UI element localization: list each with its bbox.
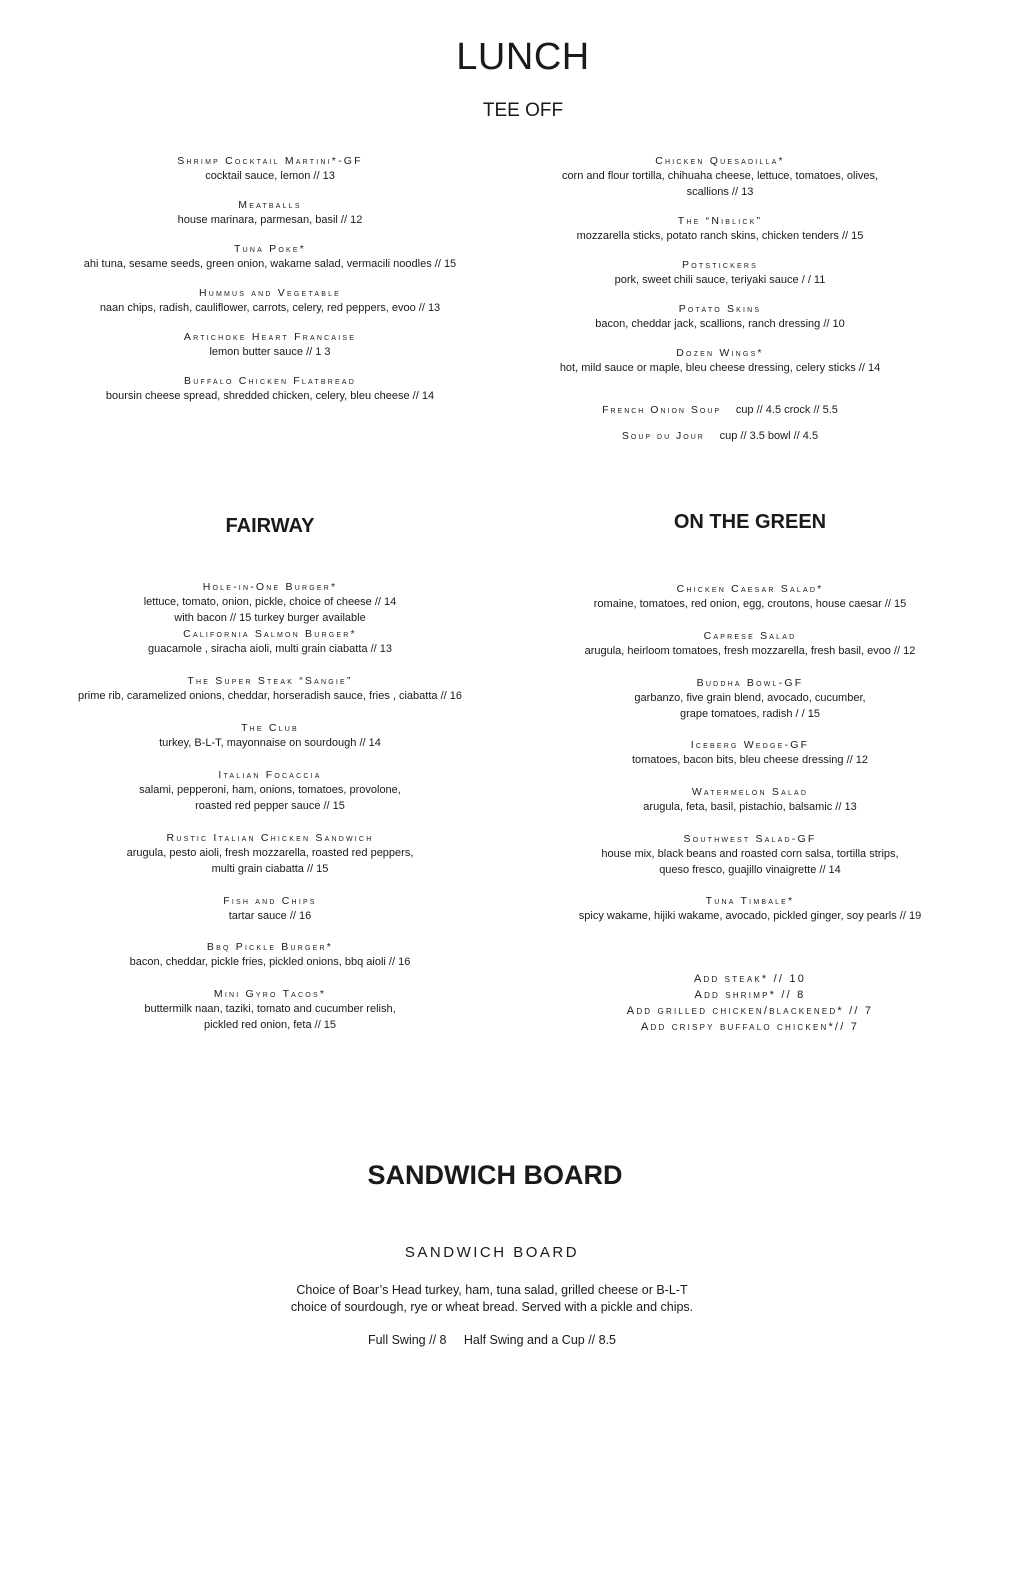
menu-item [545, 832, 955, 894]
item-description: boursin cheese spread, shredded chicken, celery, bleu cheese // 14 [105, 390, 435, 402]
item-name: The “Niblick” [677, 215, 763, 227]
item-description: buttermilk naan, taziki, tomato and cucumber relish, pickled red onion, feta // 15 [144, 1003, 396, 1031]
fairway-column [40, 580, 500, 1034]
sandwich-board-heading: SANDWICH BOARD [367, 1160, 623, 1190]
menu-item [540, 154, 900, 214]
on-the-green-column [545, 582, 955, 941]
item-name: Southwest Salad-GF [683, 833, 817, 845]
item-description: mozzarella sticks, potato ranch skins, chicken tenders // 15 [576, 230, 864, 242]
menu-item [545, 629, 955, 676]
menu-item [545, 676, 955, 738]
add-ons-list [545, 971, 955, 1035]
item-name: Buffalo Chicken Flatbread [184, 375, 356, 387]
item-name: Buddha Bowl-GF [696, 677, 804, 689]
sandwich-board-prices: Full Swing // 8 Half Swing and a Cup // 8.5 [367, 1333, 617, 1347]
item-description: cocktail sauce, lemon // 13 [205, 170, 335, 182]
item-name: Mini Gyro Tacos* [213, 988, 327, 1000]
item-name: Italian Focaccia [218, 769, 322, 781]
item-name: Meatballs [238, 199, 302, 211]
soup-name: Soup du Jour [621, 430, 705, 442]
item-description: hot, mild sauce or maple, bleu cheese dressing, celery sticks // 14 [559, 362, 881, 374]
menu-item [40, 987, 500, 1034]
item-name: The Club [241, 722, 299, 734]
item-description: pork, sweet chili sauce, teriyaki sauce / / 11 [614, 274, 826, 286]
menu-item [40, 580, 500, 627]
menu-item [40, 831, 500, 894]
sandwich-board-description: Choice of Boar’s Head turkey, ham, tuna salad, grilled cheese or B-L-T choice of sourdough, rye or wheat bread. Served with a pickle and chips. [290, 1283, 694, 1314]
menu-item [60, 198, 480, 242]
item-description: salami, pepperoni, ham, onions, tomatoes, provolone, roasted red pepper sauce // 15 [139, 784, 401, 812]
item-name: Bbq Pickle Burger* [206, 941, 334, 953]
soup-name: French Onion Soup [602, 404, 722, 416]
item-description: turkey, B-L-T, mayonnaise on sourdough // 14 [159, 737, 381, 749]
add-on-item: Add grilled chicken/blackened* // 7 [626, 1005, 874, 1017]
item-name: Hole-in-One Burger* [202, 581, 338, 593]
menu-item [40, 721, 500, 768]
soup-french-onion [520, 403, 920, 417]
item-description: house mix, black beans and roasted corn salsa, tortilla strips, queso fresco, guajillo vinaigrette // 14 [601, 848, 899, 876]
menu-item [545, 582, 955, 629]
menu-item [40, 894, 500, 940]
menu-item [60, 154, 480, 198]
item-description: tomatoes, bacon bits, bleu cheese dressing // 12 [631, 754, 869, 766]
item-name: Watermelon Salad [691, 786, 809, 798]
item-name: Artichoke Heart Francaise [183, 331, 357, 343]
menu-item [540, 258, 900, 302]
on-the-green-heading: ON THE GREEN [673, 511, 827, 533]
soup-price: cup // 4.5 crock // 5.5 [735, 404, 838, 416]
item-description: lemon butter sauce // 1 3 [209, 346, 331, 358]
item-name: Fish and Chips [223, 895, 317, 907]
item-description: ahi tuna, sesame seeds, green onion, wakame salad, vermacili noodles // 15 [83, 258, 457, 270]
item-name: Chicken Quesadilla* [655, 155, 785, 167]
item-name: Shrimp Cocktail Martini*-GF [177, 155, 363, 167]
fairway-heading: FAIRWAY [225, 515, 315, 537]
item-description: house marinara, parmesan, basil // 12 [177, 214, 363, 226]
item-name: Caprese Salad [703, 630, 797, 642]
menu-item [60, 330, 480, 374]
item-description: arugula, heirloom tomatoes, fresh mozzarella, fresh basil, evoo // 12 [584, 645, 916, 657]
item-name: The Super Steak “Sangie” [187, 675, 353, 687]
item-name: Tuna Poke* [234, 243, 306, 255]
menu-item [60, 286, 480, 330]
item-name: Chicken Caesar Salad* [676, 583, 824, 595]
tee-off-heading: TEE OFF [482, 100, 564, 121]
item-name: Rustic Italian Chicken Sandwich [166, 832, 374, 844]
sandwich-board-subheading: SANDWICH BOARD [404, 1244, 580, 1261]
menu-item [540, 302, 900, 346]
item-description: corn and flour tortilla, chihuaha cheese, lettuce, tomatoes, olives, scallions // 13 [561, 170, 879, 198]
menu-item [40, 627, 500, 674]
tee-off-left-column [60, 154, 480, 418]
item-description: bacon, cheddar, pickle fries, pickled onions, bbq aioli // 16 [129, 956, 411, 968]
menu-item [40, 940, 500, 987]
item-description: garbanzo, five grain blend, avocado, cucumber, grape tomatoes, radish / / 15 [634, 692, 866, 720]
add-on-item: Add steak* // 10 [693, 973, 807, 985]
item-name: Potstickers [682, 259, 758, 271]
item-description: tartar sauce // 16 [228, 910, 312, 922]
item-description: romaine, tomatoes, red onion, egg, croutons, house caesar // 15 [593, 598, 907, 610]
menu-item [40, 768, 500, 831]
item-description: prime rib, caramelized onions, cheddar, horseradish sauce, fries , ciabatta // 16 [78, 690, 462, 702]
item-name: Iceberg Wedge-GF [690, 739, 810, 751]
item-description: naan chips, radish, cauliflower, carrots, celery, red peppers, evoo // 13 [99, 302, 441, 314]
page-title: LUNCH [456, 36, 590, 78]
item-description: bacon, cheddar jack, scallions, ranch dressing // 10 [595, 318, 845, 330]
item-description: arugula, pesto aioli, fresh mozzarella, roasted red peppers, multi grain ciabatta // 15 [126, 847, 414, 875]
add-on-item: Add crispy buffalo chicken*// 7 [640, 1021, 860, 1033]
menu-item [40, 674, 500, 721]
menu-item [540, 346, 900, 390]
item-description: lettuce, tomato, onion, pickle, choice of cheese // 14 with bacon // 15 turkey burger available [143, 596, 397, 624]
menu-item [60, 242, 480, 286]
soup-price: cup // 3.5 bowl // 4.5 [719, 430, 819, 442]
item-name: Tuna Timbale* [705, 895, 795, 907]
item-name: Hummus and Vegetable [198, 287, 342, 299]
soup-du-jour [520, 429, 920, 443]
item-description: arugula, feta, basil, pistachio, balsamic // 13 [643, 801, 857, 813]
item-description: guacamole , siracha aioli, multi grain ciabatta // 13 [148, 643, 392, 655]
item-name: Potato Skins [678, 303, 762, 315]
menu-item [540, 214, 900, 258]
item-name: Dozen Wings* [676, 347, 764, 359]
menu-item [545, 738, 955, 785]
menu-item [60, 374, 480, 418]
tee-off-right-column [540, 154, 900, 390]
menu-item [545, 785, 955, 832]
add-on-item: Add shrimp* // 8 [694, 989, 806, 1001]
item-description: spicy wakame, hijiki wakame, avocado, pickled ginger, soy pearls // 19 [578, 910, 922, 922]
menu-item [545, 894, 955, 941]
item-name: California Salmon Burger* [183, 628, 357, 640]
